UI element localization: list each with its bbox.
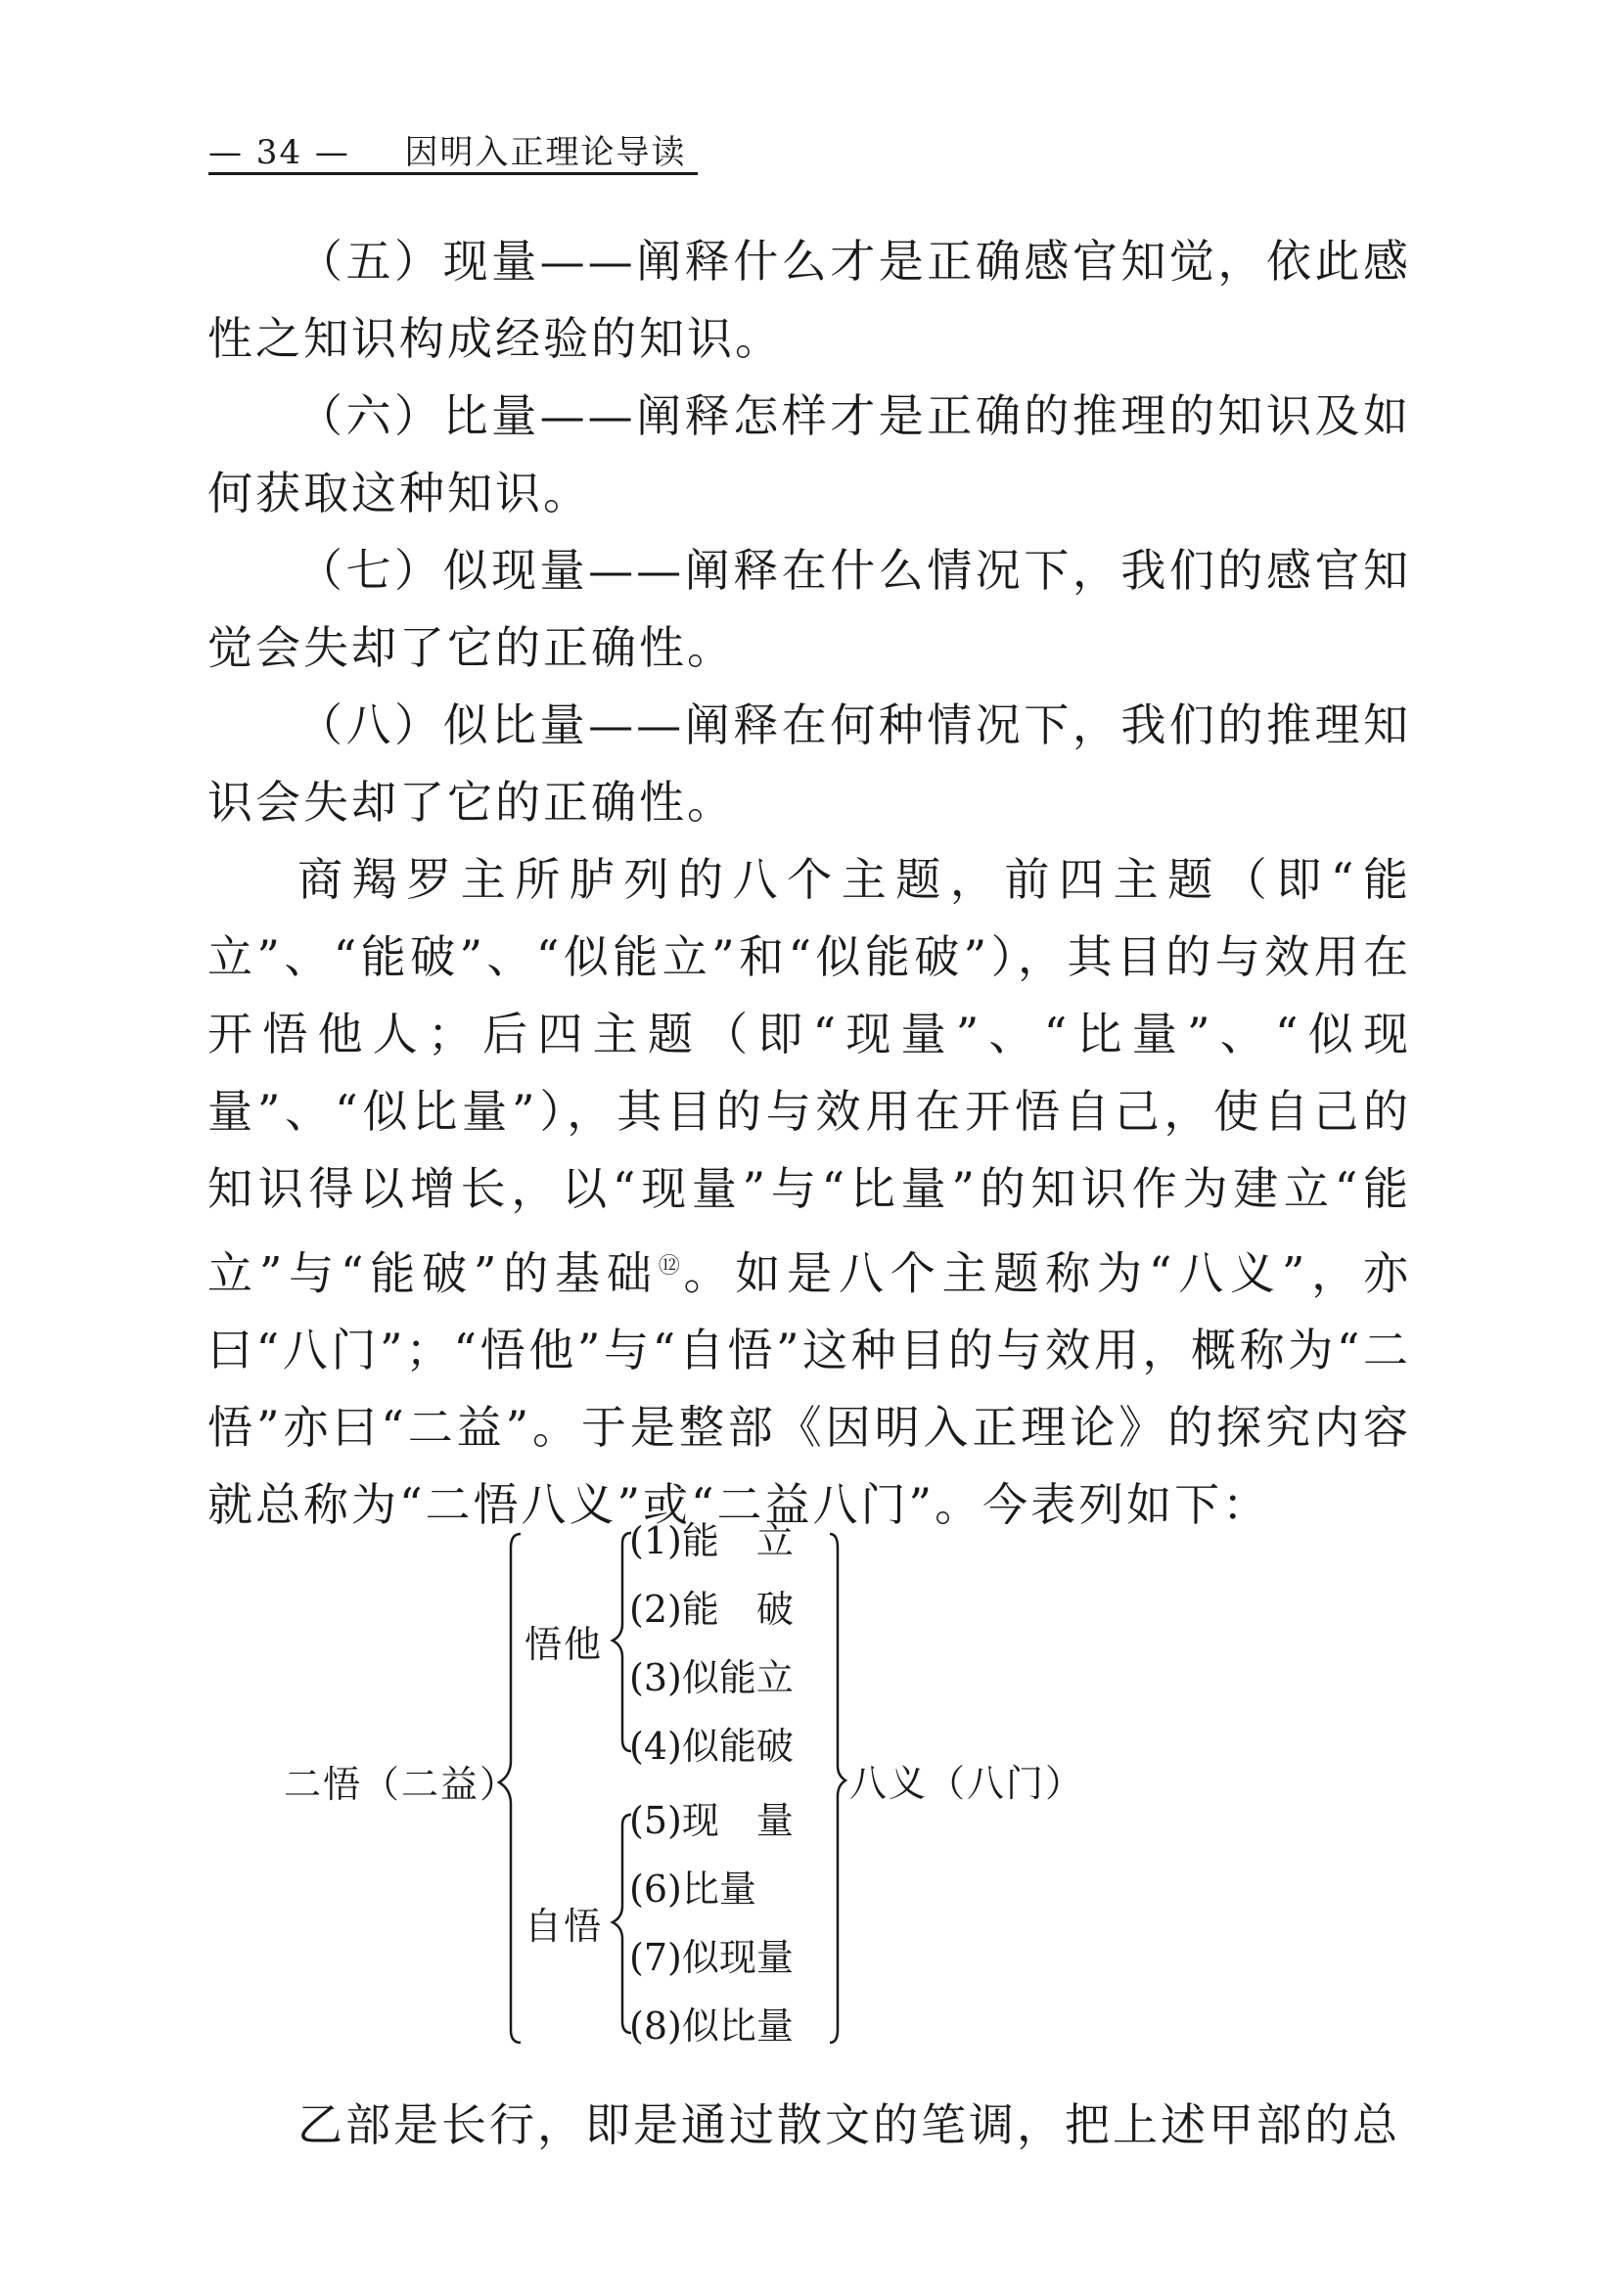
diagram-item-6	[629, 1859, 830, 1913]
footnote-marker: ⑫	[658, 1254, 684, 1279]
item-text: 能 破	[681, 1588, 794, 1631]
book-title: 因明入正理论导读	[404, 133, 687, 172]
root-brace	[499, 1534, 521, 2043]
diagram-item-3	[629, 1647, 830, 1701]
diagram-item-5	[629, 1790, 830, 1844]
page-number: — 34 —	[208, 133, 350, 172]
item-number: (6)	[629, 1868, 682, 1911]
item-number: (7)	[629, 1936, 682, 1979]
item-text: 似现量	[681, 1936, 794, 1979]
diagram-item-8	[629, 1996, 830, 2049]
summary-part2: 。如是八个主题称为“八义”，亦曰“八门”；“悟他”与“自悟”这种目的与效用，概称为“二悟”亦曰“二益”。于是整部《因明入正理论》的探究内容就总称为“二悟八义”或“二益八门”。今表列如下：	[207, 1246, 1411, 1532]
summary-part1: 商羯罗主所胪列的八个主题，前四主题（即“能立”、“能破”、“似能立”和“似能破”），其目的与效用在开悟他人；后四主题（即“现量”、“比量”、“似现量”、“似比量”），其目的与效用在开悟自己，使自己的知识得以增长，以“现量”与“比量”的知识作为建立“能立”与“能破”的基础	[207, 853, 1411, 1300]
item-number: (8)	[629, 2004, 682, 2048]
diagram-item-7	[629, 1927, 830, 1981]
header-rule	[208, 172, 698, 175]
root-label: 二悟（二益）	[284, 1763, 520, 1806]
item-text: 能 立	[681, 1519, 794, 1562]
group-label-others: 悟他	[525, 1623, 604, 1666]
item-number: (2)	[629, 1588, 682, 1631]
diagram-item-2	[629, 1579, 830, 1633]
paragraph-six: （六）比量——阐释怎样才是正确的推理的知识及如何获取这种知识。	[207, 389, 1411, 519]
item-number: (3)	[629, 1656, 682, 1699]
item-text: 似比量	[681, 2004, 794, 2048]
summary-paragraph	[207, 841, 1411, 1544]
paragraph-five: （五）现量——阐释什么才是正确感官知觉，依此感性之知识构成经验的知识。	[207, 235, 1411, 365]
right-label: 八义（八门）	[849, 1762, 1085, 1805]
right-brace	[830, 1534, 845, 2043]
item-text: 现 量	[681, 1799, 794, 1842]
item-number: (4)	[629, 1725, 682, 1768]
item-text: 似能破	[681, 1725, 794, 1768]
lower-group-brace	[613, 1815, 631, 2033]
group-label-self: 自悟	[525, 1905, 604, 1948]
closing-paragraph: 乙部是长行，即是通过散文的笔调，把上述甲部的总	[297, 2098, 1400, 2151]
paragraph-seven: （七）似现量——阐释在什么情况下，我们的感官知觉会失却了它的正确性。	[207, 544, 1411, 674]
item-text: 比量	[681, 1868, 756, 1911]
diagram-item-4	[629, 1716, 830, 1770]
running-header	[208, 125, 687, 173]
item-number: (5)	[629, 1799, 682, 1842]
item-text: 似能立	[681, 1656, 794, 1699]
item-number: (1)	[629, 1519, 682, 1562]
paragraph-eight: （八）似比量——阐释在何种情况下，我们的推理知识会失却了它的正确性。	[207, 698, 1411, 829]
upper-group-brace	[613, 1533, 631, 1751]
